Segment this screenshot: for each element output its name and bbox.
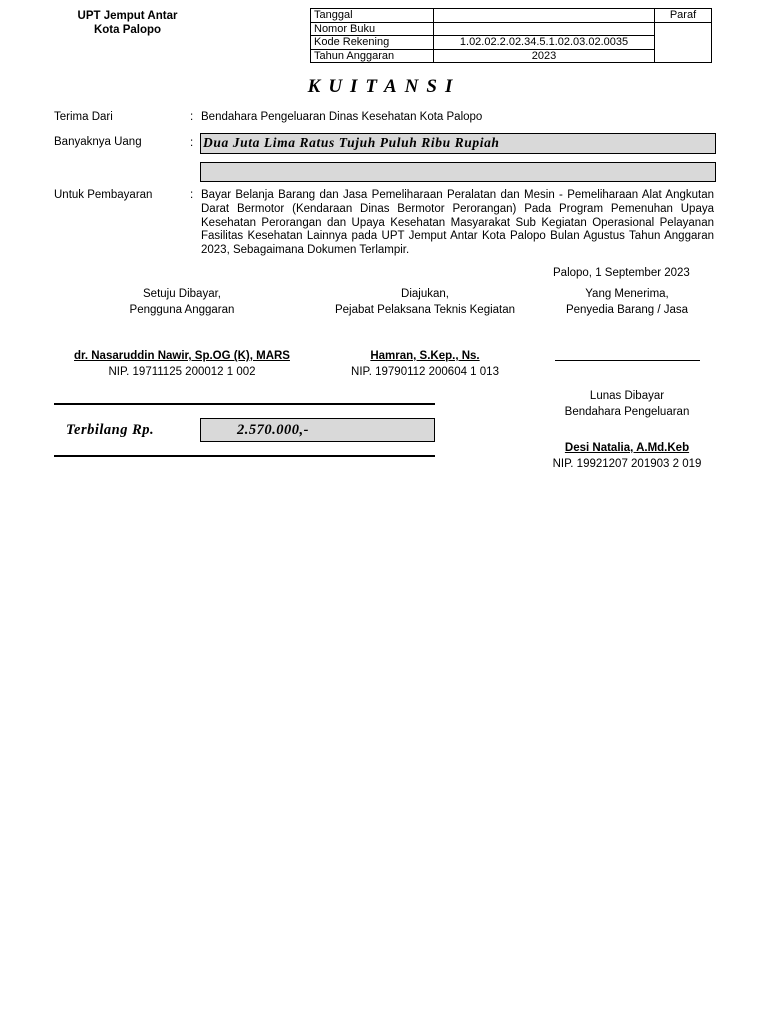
document-meta-table	[310, 8, 712, 63]
org-line-2: Kota Palopo	[93, 24, 162, 36]
budget-user-name: dr. Nasaruddin Nawir, Sp.OG (K), MARS	[74, 350, 290, 362]
budget-user-caption-1: Setuju Dibayar,	[143, 288, 221, 300]
budget-user-signatory	[52, 349, 312, 380]
banyaknya-uang-label: Banyaknya Uang	[54, 136, 142, 148]
organization-name	[55, 9, 200, 37]
amount-in-words: Dua Juta Lima Ratus Tujuh Puluh Ribu Rupiah	[203, 135, 500, 150]
meta-row-tanggal	[311, 9, 712, 23]
signature-block-budget-user	[67, 287, 297, 318]
place-date: Palopo, 1 September 2023	[553, 267, 690, 279]
document-title: KUITANSI	[307, 76, 461, 97]
treasurer-caption	[512, 389, 742, 420]
receiver-caption-1: Yang Menerima,	[585, 288, 669, 300]
treasurer-signatory	[512, 441, 742, 472]
technical-officer-name: Hamran, S.Kep., Ns.	[370, 350, 480, 362]
kode-rekening-label: Kode Rekening	[311, 36, 434, 50]
terbilang-label: Terbilang Rp.	[66, 422, 155, 438]
treasurer-caption-1: Lunas Dibayar	[589, 390, 665, 402]
treasurer-caption-2: Bendahara Pengeluaran	[564, 405, 690, 418]
terima-dari-colon: :	[190, 111, 194, 123]
signature-block-technical-officer	[310, 287, 540, 318]
treasurer-name: Desi Natalia, A.Md.Keb	[564, 442, 690, 454]
tahun-anggaran-value: 2023	[434, 49, 655, 63]
paraf-cell	[655, 22, 712, 63]
terbilang-amount: 2.570.000,-	[237, 422, 309, 438]
signature-block-receiver	[512, 287, 742, 318]
treasurer-nip: NIP. 19921207 201903 2 019	[552, 457, 702, 470]
budget-user-nip: NIP. 19711125 200012 1 002	[108, 365, 256, 378]
technical-officer-signatory	[310, 349, 540, 380]
receiver-caption-2: Penyedia Barang / Jasa	[565, 303, 689, 316]
untuk-pembayaran-label: Untuk Pembayaran	[54, 189, 153, 201]
tahun-anggaran-label: Tahun Anggaran	[311, 49, 434, 63]
nomor-buku-label: Nomor Buku	[311, 22, 434, 36]
terima-dari-value: Bendahara Pengeluaran Dinas Kesehatan Kota Palopo	[201, 111, 483, 123]
banyaknya-uang-colon: :	[190, 137, 194, 149]
receiver-signature-line	[555, 360, 700, 361]
technical-officer-caption-1: Diajukan,	[401, 288, 449, 300]
meta-row-tahun-anggaran	[311, 49, 712, 63]
terbilang-bottom-rule	[54, 455, 435, 457]
kode-rekening-value: 1.02.02.2.02.34.5.1.02.03.02.0035	[434, 36, 655, 50]
technical-officer-caption-2: Pejabat Pelaksana Teknis Kegiatan	[334, 303, 516, 316]
technical-officer-nip: NIP. 19790112 200604 1 013	[351, 365, 499, 378]
budget-user-caption-2: Pengguna Anggaran	[129, 303, 235, 316]
amount-words-box-continuation	[200, 162, 716, 182]
meta-row-nomor-buku	[311, 22, 712, 36]
nomor-buku-value	[434, 22, 655, 36]
terbilang-top-rule	[54, 403, 435, 405]
untuk-pembayaran-colon: :	[190, 189, 194, 201]
paraf-label: Paraf	[655, 9, 712, 23]
org-line-1: UPT Jemput Antar	[77, 10, 178, 22]
terima-dari-label: Terima Dari	[54, 111, 113, 123]
payment-purpose: Bayar Belanja Barang dan Jasa Pemeliharaan Peralatan dan Mesin - Pemeliharaan Alat Angkutan Darat Bermotor (Kendaraan Dinas Bermotor Perorangan) Pada Program Pemenuhan Upaya Kesehatan Perorangan dan Upaya Kesehatan Masyarakat Sub Kegiatan Operasional Pelayanan Fasilitas Kesehatan Lainnya pada UPT Jemput Antar Kota Palopo Bulan Agustus Tahun Anggaran 2023, Sebagaimana Dokumen Terlampir.	[201, 189, 714, 257]
terbilang-amount-box	[200, 418, 435, 442]
meta-row-kode-rekening	[311, 36, 712, 50]
tanggal-value	[434, 9, 655, 23]
tanggal-label: Tanggal	[311, 9, 434, 23]
